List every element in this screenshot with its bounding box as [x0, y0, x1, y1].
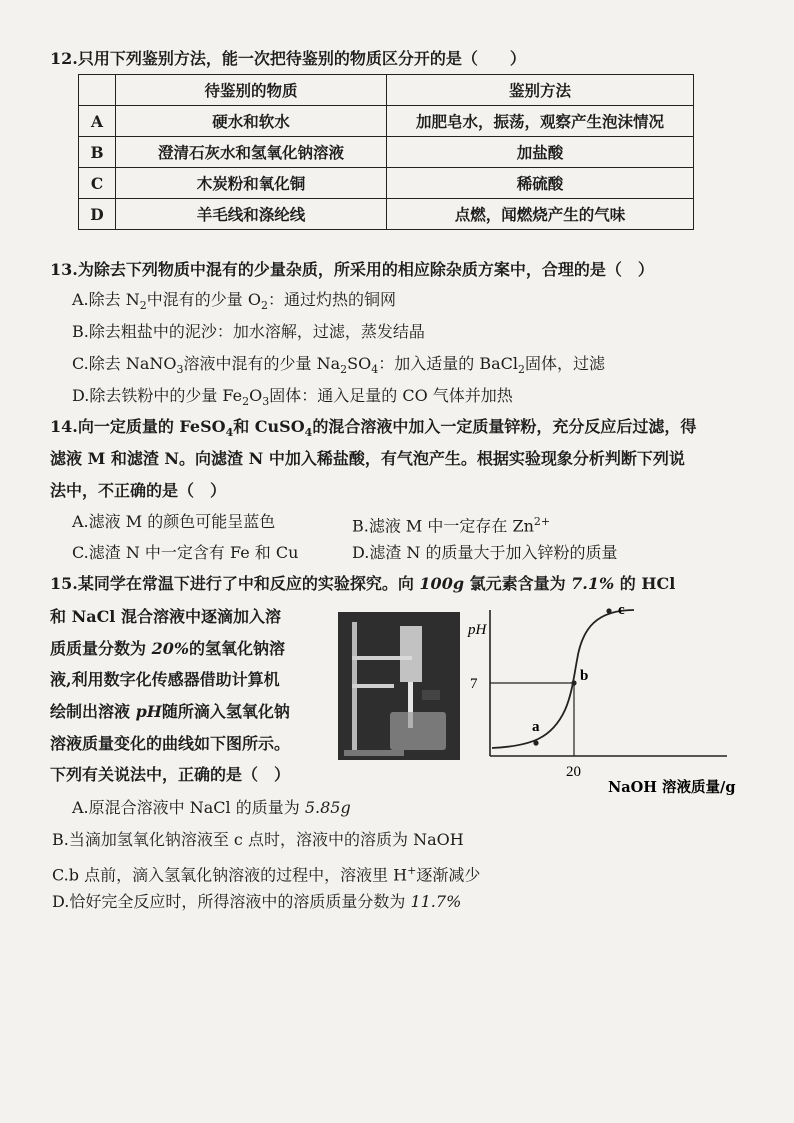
- q15-option-d: D.恰好完全反应时，所得溶液中的溶质质量分数为 11.7%: [52, 892, 462, 911]
- row-key: A: [79, 106, 116, 137]
- table-row: [79, 137, 694, 168]
- point-b-marker: [571, 680, 576, 685]
- row-key: C: [79, 168, 116, 199]
- point-a-label: a: [532, 719, 540, 735]
- q14-option-c: C.滤渣 N 中一定含有 Fe 和 Cu: [72, 543, 299, 562]
- ph-curve: [492, 610, 634, 748]
- table-row: [79, 168, 694, 199]
- table-header-blank: [79, 75, 116, 106]
- table-row: [79, 106, 694, 137]
- q15-stem-line7: 下列有关说法中，正确的是（ ）: [50, 765, 291, 784]
- q13-option-d: D.除去铁粉中的少量 $Fe_2O_3$固体：通入足量的 CO 气体并加热: [72, 386, 513, 409]
- q15-stem-line2: 和 NaCl 混合溶液中逐滴加入溶: [50, 607, 281, 626]
- q15-stem-line5: 绘制出溶液 pH随所滴入氢氧化钠: [50, 702, 290, 721]
- row-method: 稀硫酸: [387, 168, 694, 199]
- point-a-marker: [533, 740, 538, 745]
- row-substance: 木炭粉和氧化铜: [116, 168, 387, 199]
- q12-table: [78, 74, 694, 230]
- row-method: 加肥皂水，振荡，观察产生泡沫情况: [387, 106, 694, 137]
- row-substance: 羊毛线和涤纶线: [116, 199, 387, 230]
- ph-curve-chart: [462, 598, 752, 806]
- q15-stem-line6: 溶液质量变化的曲线如下图所示。: [50, 734, 291, 753]
- q14-stem-line2: 滤液 M 和滤渣 N。向滤渣 N 中加入稀盐酸，有气泡产生。根据实验现象分析判断下列说: [50, 449, 685, 468]
- q14-option-d: D.滤渣 N 的质量大于加入锌粉的质量: [352, 543, 618, 562]
- q15-stem-line4: 液,利用数字化传感器借助计算机: [50, 670, 280, 689]
- q15-stem-line1: 15.某同学在常温下进行了中和反应的实验探究。向 100g 氯元素含量为 7.1% 的 HCl: [50, 574, 676, 593]
- row-substance: 硬水和软水: [116, 106, 387, 137]
- q14-option-a: A.滤液 M 的颜色可能呈蓝色: [72, 512, 276, 531]
- point-b-label: b: [580, 668, 589, 684]
- q14-stem-line1: 14.向一定质量的 FeSO$_4$和 CuSO$_4$的混合溶液中加入一定质量锌粉，充分反应后过滤，得: [50, 417, 697, 440]
- q13-option-a: A.除去 $N_2$中混有的少量 $O_2$：通过灼热的铜网: [72, 290, 396, 313]
- row-method: 加盐酸: [387, 137, 694, 168]
- row-key: D: [79, 199, 116, 230]
- table-header-substance: 待鉴别的物质: [116, 75, 387, 106]
- q12-stem: 12.只用下列鉴别方法，能一次把待鉴别的物质区分开的是（ ）: [50, 49, 526, 68]
- table-header-row: [79, 75, 694, 106]
- point-c-label: c: [618, 602, 625, 618]
- apparatus-drawing: [338, 612, 460, 760]
- table-header-method: 鉴别方法: [387, 75, 694, 106]
- q15-stem-line3: 质质量分数为 20%的氢氧化钠溶: [50, 639, 286, 658]
- x-axis-label: NaOH 溶液质量/g: [608, 779, 736, 796]
- x-tick-20: 20: [566, 764, 581, 780]
- q13-option-b: B.除去粗盐中的泥沙：加水溶解，过滤，蒸发结晶: [72, 322, 425, 341]
- y-tick-7: 7: [470, 676, 478, 692]
- row-method: 点燃，闻燃烧产生的气味: [387, 199, 694, 230]
- point-c-marker: [606, 608, 611, 613]
- q13-stem: 13.为除去下列物质中混有的少量杂质，所采用的相应除杂质方案中，合理的是（ ）: [50, 260, 654, 279]
- y-axis-label: pH: [468, 622, 487, 638]
- row-key: B: [79, 137, 116, 168]
- q14-stem-line3: 法中，不正确的是（ ）: [50, 481, 227, 500]
- q15-option-a: A.原混合溶液中 NaCl 的质量为 5.85g: [72, 798, 351, 817]
- table-row: [79, 199, 694, 230]
- q15-option-b: B.当滴加氢氧化钠溶液至 c 点时，溶液中的溶质为 NaOH: [52, 830, 464, 849]
- q13-option-c: C.除去 NaNO$_3$溶液中混有的少量 $Na_2SO_4$：加入适量的 BaCl$_2$固体，过滤: [72, 354, 605, 377]
- q14-option-b: B.滤液 M 中一定存在 $Zn^{2+}$: [352, 515, 551, 536]
- apparatus-photo: [338, 612, 460, 760]
- row-substance: 澄清石灰水和氢氧化钠溶液: [116, 137, 387, 168]
- q15-option-c: C.b 点前，滴入氢氧化钠溶液的过程中，溶液里 H+逐渐减少: [52, 864, 481, 885]
